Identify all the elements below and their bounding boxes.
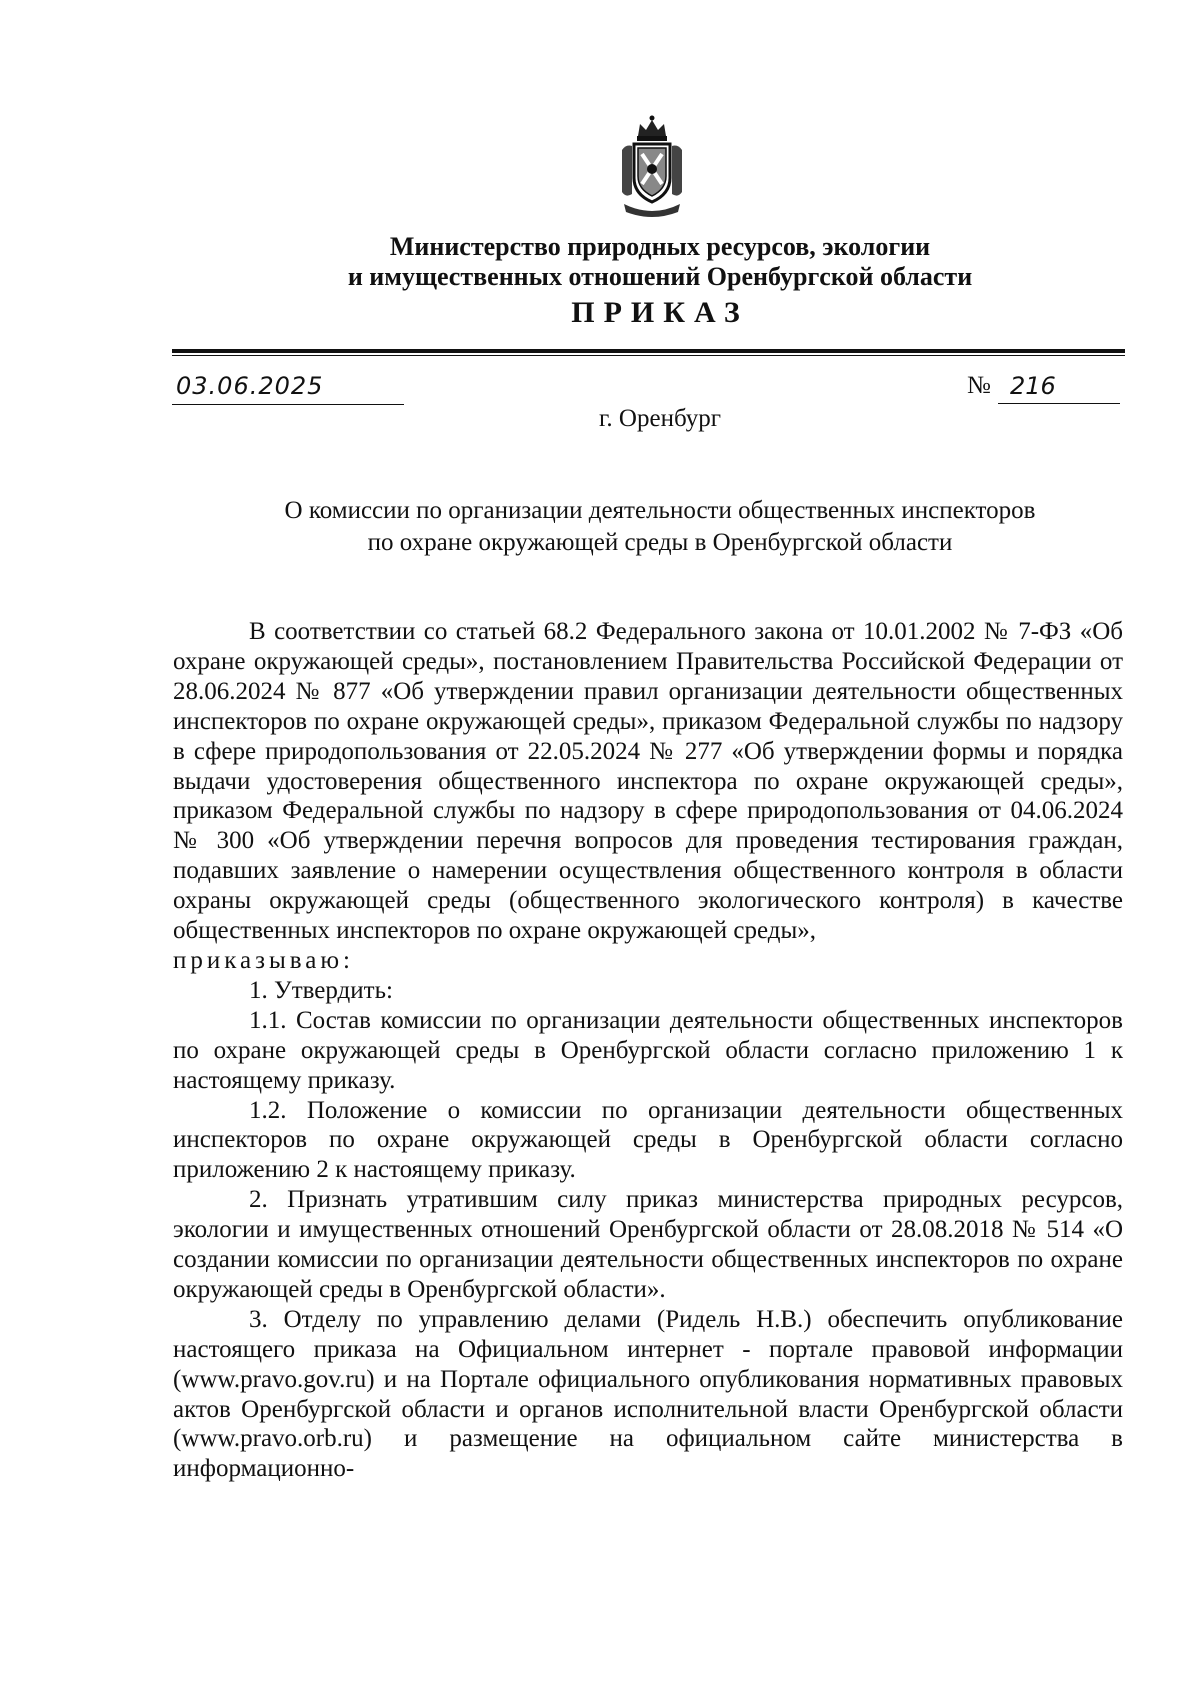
header-divider-thick (172, 349, 1125, 353)
ministry-name-line2: и имущественных отношений Оренбургской области (347, 262, 973, 291)
header-divider-thin (172, 355, 1125, 356)
item-1-1: 1.1. Состав комиссии по организации деятельности общественных инспекторов по охране окружающей среды в Оренбургской области согласно приложению 1 к настоящему приказу. (173, 1006, 1123, 1094)
order-number-label: № (967, 372, 991, 399)
ministry-name-line1: Министерство природных ресурсов, экологии (389, 232, 931, 261)
item-1-2: 1.2. Положение о комиссии по организации деятельности общественных инспекторов по охране окружающей среды в Оренбургской области согласно приложению 2 к настоящему приказу. (173, 1096, 1123, 1184)
document-type-title: ПРИКАЗ (571, 296, 749, 329)
item-1: 1. Утвердить: (249, 976, 393, 1004)
subject-line1: О комиссии по организации деятельности общественных инспекторов (284, 497, 1036, 524)
order-number: 216 (998, 372, 1120, 404)
city-name: г. Оренбург (599, 405, 721, 432)
order-word: приказываю: (173, 946, 354, 974)
preamble-paragraph: В соответствии со статьей 68.2 Федерального закона от 10.01.2002 № 7-ФЗ «Об охране окружающей среды», постановлением Правительства Российской Федерации от 28.06.2024 № 877 «Об утверждении правил организации деятельности общественных инспекторов по охране окружающей среды», приказом Федеральной службы по надзору в сфере природопользования от 22.05.2024 № 277 «Об утверждении формы и порядка выдачи удостоверения общественного инспектора по охране окружающей среды», приказом Федеральной службы по надзору в сфере природопользования от 04.06.2024 № 300 «Об утверждении перечня вопросов для проведения тестирования граждан, подавших заявление о намерении осуществления общественного контроля в области охраны окружающей среды (общественного экологического контроля) в качестве общественных инспекторов по охране окружающей среды», (173, 618, 1123, 945)
coat-of-arms-icon (618, 114, 686, 218)
item-2: 2. Признать утратившим силу приказ министерства природных ресурсов, экологии и имущественных отношений Оренбургской области от 28.08.2018 № 514 «О создании комиссии по организации деятельности общественных инспекторов по охране окружающей среды в Оренбургской области». (173, 1186, 1123, 1303)
order-body (173, 617, 1123, 1484)
order-date: 03.06.2025 (172, 372, 404, 405)
item-3: 3. Отделу по управлению делами (Ридель Н.В.) обеспечить опубликование настоящего приказа на Официальном интернет - портале правовой информации (www.pravo.gov.ru) и на Портале официального опубликования нормативных правовых актов Оренбургской области и органов исполнительной власти Оренбургской области (www.pravo.orb.ru) и размещение на официальном сайте министерства в информационно- (173, 1305, 1123, 1483)
subject-line2: по охране окружающей среды в Оренбургской области (367, 529, 953, 556)
order-subject (170, 495, 1150, 559)
